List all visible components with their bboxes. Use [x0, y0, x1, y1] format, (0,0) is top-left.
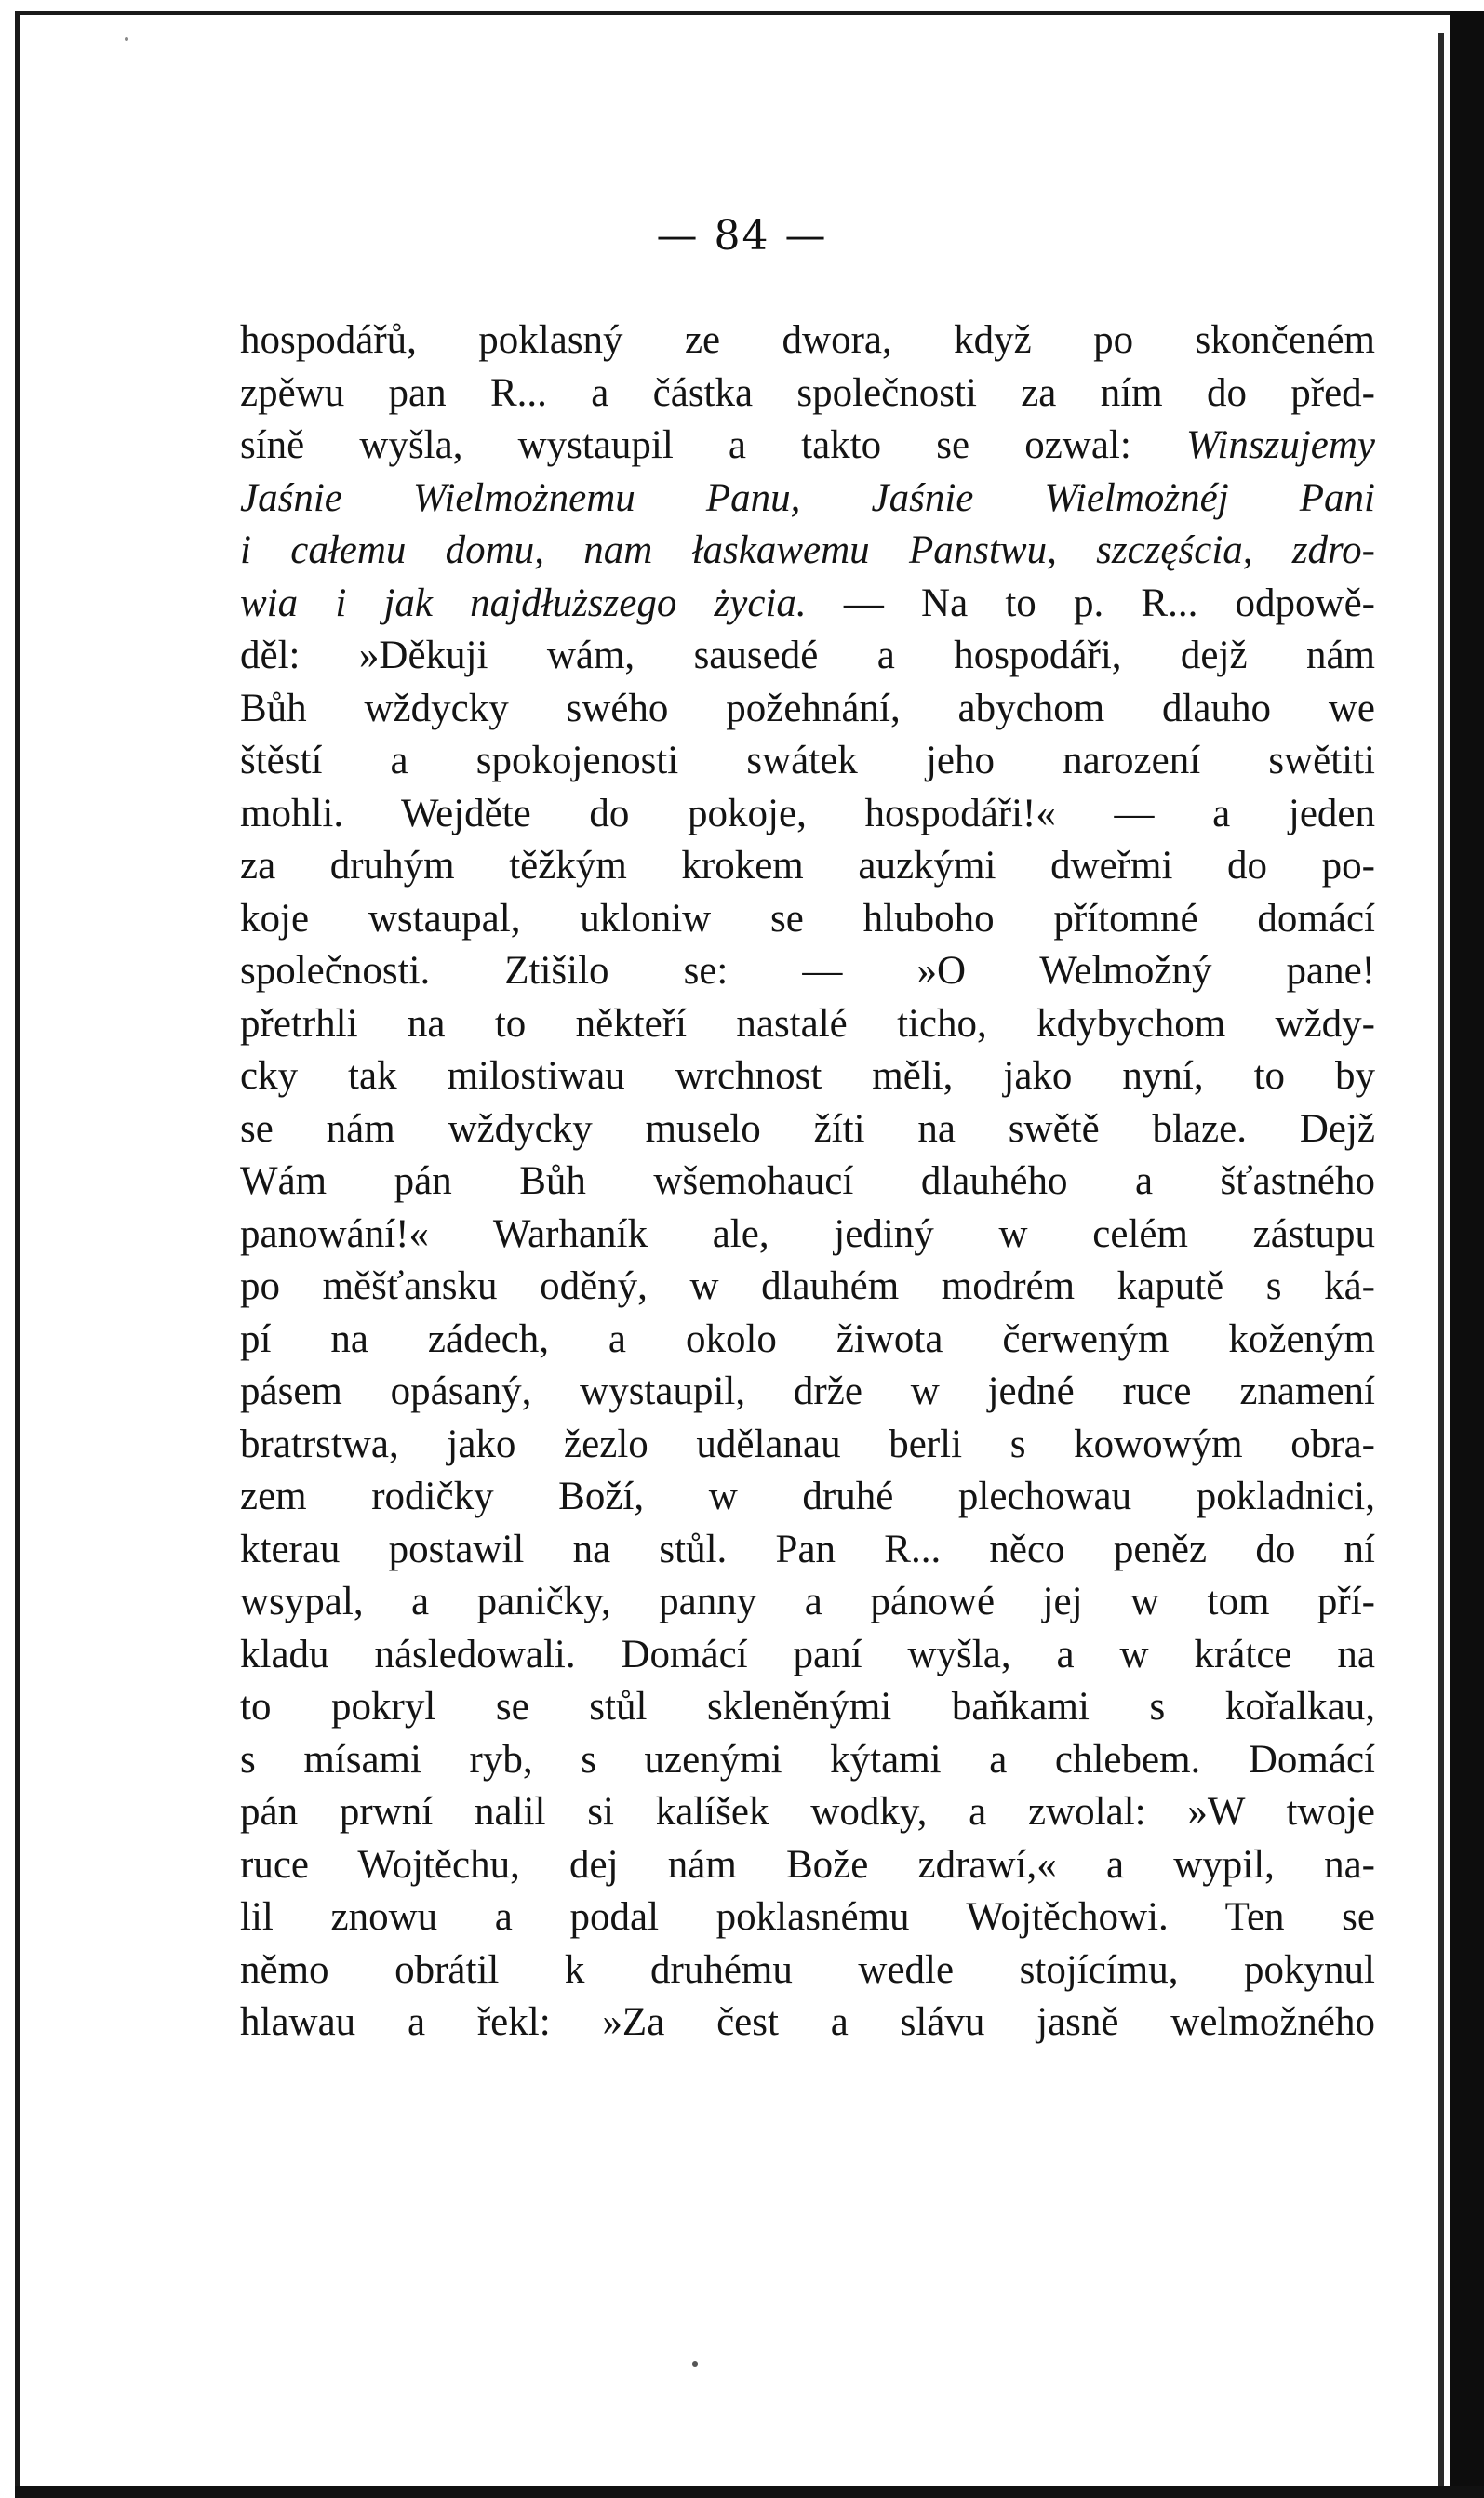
text-segment: děl: »Děkuji wám, sausedé a hospodáři, dejž nám [240, 634, 1375, 677]
body-text [240, 314, 1375, 2050]
text-line [240, 1471, 1375, 1524]
text-line [240, 735, 1375, 788]
text-segment: hlawau a řekl: »Za čest a slávu jasně welmožného [240, 2000, 1375, 2044]
text-segment: za druhým těžkým krokem auzkými dweřmi do po- [240, 844, 1375, 888]
scan-border-top [17, 11, 1468, 15]
text-segment: wsypal, a paničky, panny a pánowé jej w tom pří- [240, 1580, 1375, 1623]
text-line [240, 1629, 1375, 1682]
scan-border-right-inner [1438, 33, 1444, 2490]
text-line [240, 314, 1375, 367]
text-segment: — Na to p. R... odpowě- [806, 581, 1375, 625]
text-segment: společnosti. Ztišilo se: — »O Welmožný pane! [240, 949, 1375, 993]
text-segment: kterau postawil na stůl. Pan R... něco peněz do ní [240, 1527, 1375, 1571]
text-line [240, 683, 1375, 736]
text-line [240, 367, 1375, 421]
text-line [240, 1524, 1375, 1577]
text-line [240, 1839, 1375, 1892]
text-segment: to pokryl se stůl skleněnými baňkami s kořalkau, [240, 1685, 1375, 1729]
text-segment: s mísami ryb, s uzenými kýtami a chlebem. Domácí [240, 1737, 1375, 1782]
text-segment: koje wstaupal, ukloniw se hluboho přítomné domácí [240, 896, 1375, 941]
text-line [240, 840, 1375, 893]
text-line [240, 473, 1375, 526]
text-segment: přetrhli na to někteří nastalé ticho, kdybychom wždy- [240, 1001, 1375, 1046]
text-segment: Bůh wždycky swého požehnání, abychom dlauho we [240, 686, 1375, 730]
italic-segment: wia i jak najdłuższego życia. [240, 581, 807, 625]
text-segment: pán prwní nalil si kalíšek wodky, a zwolal: »W twoje [240, 1790, 1375, 1834]
scan-dot [692, 2361, 698, 2367]
page-number-header: — 84 — [656, 212, 828, 260]
scan-border-bottom [15, 2486, 1484, 2498]
text-line [240, 1261, 1375, 1314]
text-line [240, 1734, 1375, 1787]
text-line [240, 420, 1375, 473]
text-line [240, 1314, 1375, 1367]
text-segment: němo obrátil k druhému wedle stojícímu, pokynul [240, 1947, 1375, 1992]
text-segment: pí na zádech, a okolo žiwota čerweným koženým [240, 1316, 1375, 1361]
text-segment: pásem opásaný, wystaupil, drže w jedné ruce znamení [240, 1369, 1375, 1413]
text-line [240, 1366, 1375, 1419]
text-line [240, 1050, 1375, 1103]
text-segment: síně wyšla, wystaupil a takto se ozwal: [240, 423, 1186, 467]
text-line [240, 1103, 1375, 1156]
text-segment: kladu následowali. Domácí paní wyšla, a w krátce na [240, 1632, 1375, 1676]
text-segment: hospodářů, poklasný ze dwora, když po skončeném [240, 318, 1375, 362]
text-line [240, 945, 1375, 998]
text-line [240, 788, 1375, 841]
text-line [240, 1786, 1375, 1839]
text-segment: lil znowu a podal poklasnému Wojtěchowi. Ten se [240, 1895, 1375, 1939]
text-line [240, 525, 1375, 578]
text-segment: Wám pán Bůh wšemohaucí dlauhého a šťastného [240, 1159, 1375, 1203]
text-line [240, 1944, 1375, 1997]
italic-segment: Winszujemy [1185, 423, 1375, 467]
scan-border-right [1450, 11, 1484, 2498]
scan-border-left [15, 11, 20, 2491]
text-line [240, 1209, 1375, 1262]
italic-segment: Jaśnie Wielmożnemu Panu, Jaśnie Wielmożnéj Pani [240, 475, 1375, 520]
scan-speck [125, 37, 128, 41]
text-segment: zpěwu pan R... a částka společnosti za ním do před- [240, 370, 1375, 415]
text-line [240, 1891, 1375, 1944]
text-segment: cky tak milostiwau wrchnost měli, jako nyní, to by [240, 1054, 1375, 1098]
italic-segment: i całemu domu, nam łaskawemu Panstwu, szczęścia, zdro- [240, 528, 1375, 572]
text-segment: ruce Wojtěchu, dej nám Bože zdrawí,« a wypil, na- [240, 1842, 1375, 1887]
text-segment: po měšťansku oděný, w dlauhém modrém kaputě s ká- [240, 1264, 1375, 1308]
text-line [240, 630, 1375, 683]
text-line [240, 1681, 1375, 1734]
text-line [240, 1576, 1375, 1629]
text-line [240, 1997, 1375, 2050]
text-line [240, 893, 1375, 946]
text-segment: zem rodičky Boží, w druhé plechowau pokladnici, [240, 1475, 1375, 1518]
text-line [240, 578, 1375, 631]
text-segment: se nám wždycky muselo žíti na swětě blaze. Dejž [240, 1106, 1375, 1151]
text-segment: bratrstwa, jako žezlo udělanau berli s kowowým obra- [240, 1422, 1375, 1466]
text-segment: panowání!« Warhaník ale, jediný w celém zástupu [240, 1211, 1375, 1256]
text-line [240, 1155, 1375, 1209]
text-segment: mohli. Wejděte do pokoje, hospodáři!« — a jeden [240, 791, 1375, 835]
text-line [240, 1419, 1375, 1472]
text-segment: štěstí a spokojenosti swátek jeho narození swětiti [240, 739, 1375, 782]
text-line [240, 998, 1375, 1051]
